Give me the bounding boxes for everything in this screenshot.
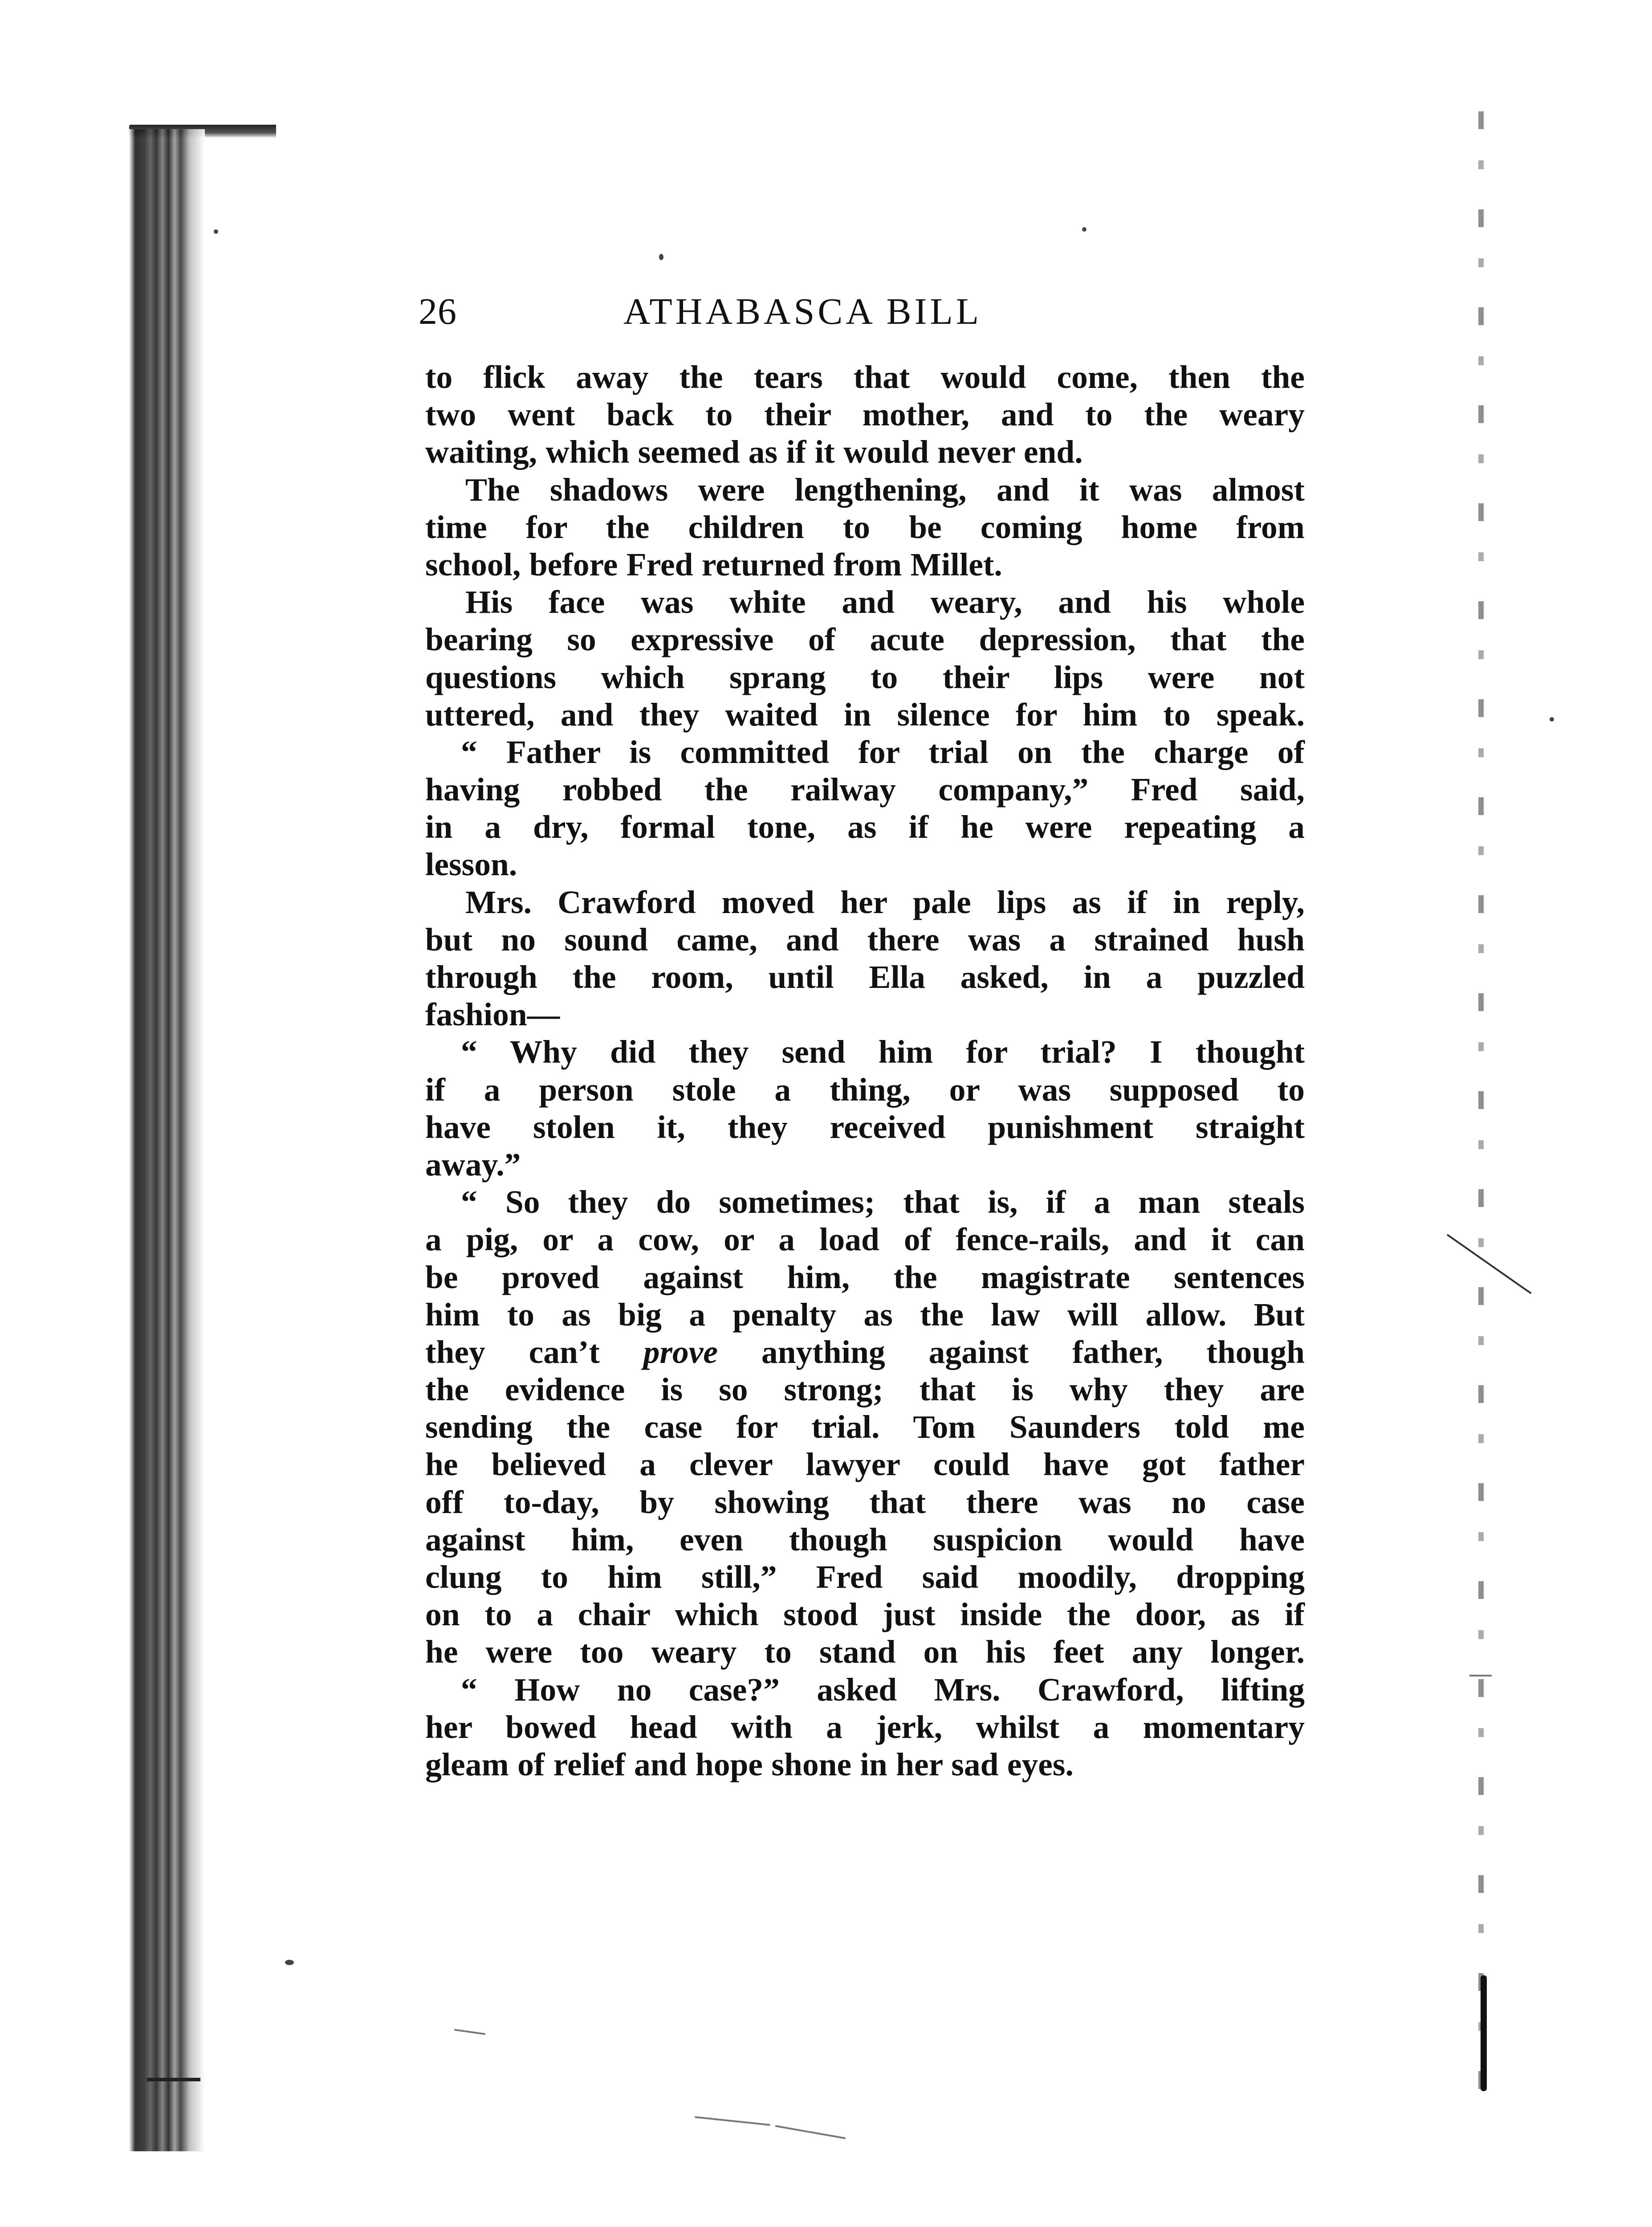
page-number: 26 [419, 291, 457, 332]
text-line: him to as big a penalty as the law will allow. But [425, 1296, 1305, 1333]
running-head: ATHABASCA BILL [623, 291, 982, 332]
text-line: the evidence is so strong; that is why they are [425, 1371, 1305, 1408]
text-line: “ Why did they send him for trial? I thought [461, 1034, 1305, 1070]
text-line: waiting, which seemed as if it would never end. [425, 434, 1083, 470]
scan-stroke [454, 2029, 485, 2035]
text-line: questions which sprang to their lips were not [425, 659, 1305, 695]
scan-speck [1550, 717, 1554, 722]
text-line: “ So they do sometimes; that is, if a man steals [461, 1184, 1305, 1220]
text-line: away.” [425, 1146, 521, 1183]
text-line: a pig, or a cow, or a load of fence-rails, and it can [425, 1221, 1305, 1258]
scan-stroke [695, 2116, 770, 2126]
text-line: school, before Fred returned from Millet. [425, 546, 1002, 583]
text-line: Mrs. Crawford moved her pale lips as if in reply, [465, 884, 1305, 920]
right-page-edge [1478, 111, 1484, 2116]
text-line: if a person stole a thing, or was supposed to [425, 1071, 1305, 1108]
text-line: time for the children to be coming home from [425, 509, 1305, 545]
text-line: “ How no case?” asked Mrs. Crawford, lifting [461, 1671, 1305, 1708]
text-line: but no sound came, and there was a strained hush [425, 921, 1305, 958]
text-line: uttered, and they waited in silence for him to speak. [425, 696, 1305, 733]
text-line: bearing so expressive of acute depression, that the [425, 621, 1305, 658]
book-binding-edge [129, 129, 205, 2151]
text-line: her bowed head with a jerk, whilst a momentary [425, 1709, 1305, 1745]
text-line: having robbed the railway company,” Fred said, [425, 771, 1305, 808]
scan-stroke [775, 2125, 846, 2139]
text-line: lesson. [425, 846, 517, 883]
scan-speck [214, 229, 218, 234]
scan-speck [285, 1960, 294, 1965]
text-line: to flick away the tears that would come, then the [425, 359, 1305, 395]
italic-emphasis: prove [643, 1334, 718, 1370]
text-line: sending the case for trial. Tom Saunders told me [425, 1409, 1305, 1445]
text-line: fashion— [425, 996, 560, 1033]
body-text [425, 359, 1305, 1783]
text-line: two went back to their mother, and to the weary [425, 396, 1305, 433]
text-line: “ Father is committed for trial on the charge of [461, 734, 1305, 770]
text-line [425, 1334, 1305, 1371]
text-fragment: anything against father, though [718, 1334, 1305, 1370]
right-edge-mark [1481, 1975, 1487, 2091]
text-line: on to a chair which stood just inside the door, as if [425, 1596, 1305, 1633]
text-line: he believed a clever lawyer could have got father [425, 1446, 1305, 1483]
scan-speck [659, 254, 663, 260]
text-line: have stolen it, they received punishment straight [425, 1109, 1305, 1145]
text-line: be proved against him, the magistrate sentences [425, 1259, 1305, 1295]
scan-speck [1082, 227, 1086, 232]
text-line: The shadows were lengthening, and it was almost [465, 471, 1305, 508]
page-header [419, 285, 1309, 339]
text-line: through the room, until Ella asked, in a puzzled [425, 959, 1305, 995]
text-line: against him, even though suspicion would have [425, 1521, 1305, 1558]
text-line: gleam of relief and hope shone in her sad eyes. [425, 1746, 1074, 1782]
text-line: His face was white and weary, and his whole [465, 584, 1305, 620]
text-line: he were too weary to stand on his feet any longer. [425, 1634, 1305, 1670]
text-line: clung to him still,” Fred said moodily, dropping [425, 1559, 1305, 1595]
binding-bottom-mark [147, 2078, 200, 2081]
text-line: in a dry, formal tone, as if he were repeating a [425, 809, 1305, 845]
scan-diagonal-mark [1447, 1234, 1532, 1294]
text-line: off to-day, by showing that there was no case [425, 1484, 1305, 1520]
text-fragment: they can’t [425, 1334, 643, 1370]
scan-stroke [1469, 1675, 1492, 1676]
